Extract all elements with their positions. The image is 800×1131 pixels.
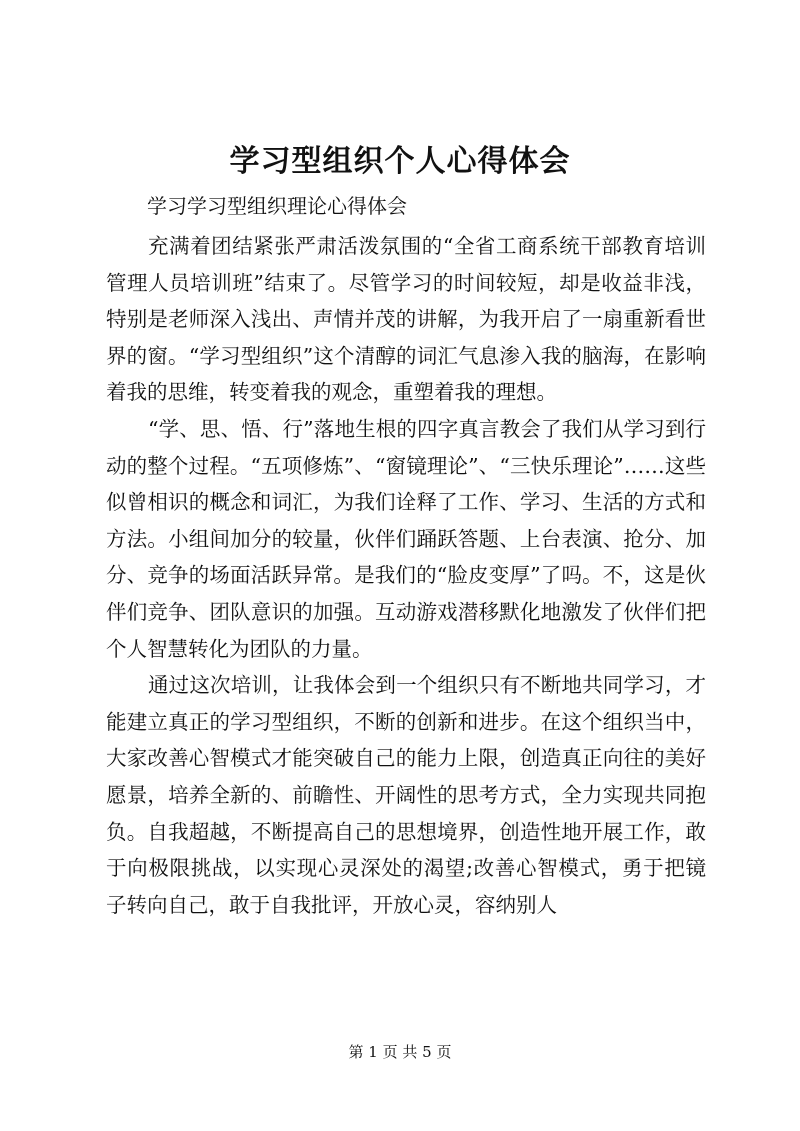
document-body: [106, 228, 706, 923]
paragraph: 通过这次培训，让我体会到一个组织只有不断地共同学习，才能建立真正的学习型组织，不断的创新和进步。在这个组织当中，大家改善心智模式才能突破自己的能力上限，创造真正向往的美好愿景，培养全新的、前瞻性、开阔性的思考方式，全力实现共同抱负。自我超越，不断提高自己的思想境界，创造性地开展工作，敢于向极限挑战，以实现心灵深处的渴望;改善心智模式，勇于把镜子转向自己，敢于自我批评，开放心灵，容纳别人: [106, 673, 706, 917]
paragraph: 充满着团结紧张严肃活泼氛围的“全省工商系统干部教育培训管理人员培训班”结束了。尽管学习的时间较短，却是收益非浅，特别是老师深入浅出、声情并茂的讲解，为我开启了一扇重新看世界的窗。“学习型组织”这个清醇的词汇气息渗入我的脑海，在影响着我的思维，转变着我的观念，重塑着我的理想。: [106, 234, 706, 405]
document-subtitle: 学习学习型组织理论心得体会: [147, 194, 407, 218]
document-title: 学习型组织个人心得体会: [229, 144, 571, 179]
paragraph: “学、思、悟、行”落地生根的四字真言教会了我们从学习到行动的整个过程。“五项修炼”、“窗镜理论”、“三快乐理论”……这些似曾相识的概念和词汇，为我们诠释了工作、学习、生活的方式和方法。小组间加分的较量，伙伴们踊跃答题、上台表演、抢分、加分、竞争的场面活跃异常。是我们的“脸皮变厚”了吗。不，这是伙伴们竞争、团队意识的加强。互动游戏潜移默化地激发了伙伴们把个人智慧转化为团队的力量。: [106, 416, 706, 661]
page-footer: 第 1 页 共 5 页: [348, 1043, 452, 1061]
